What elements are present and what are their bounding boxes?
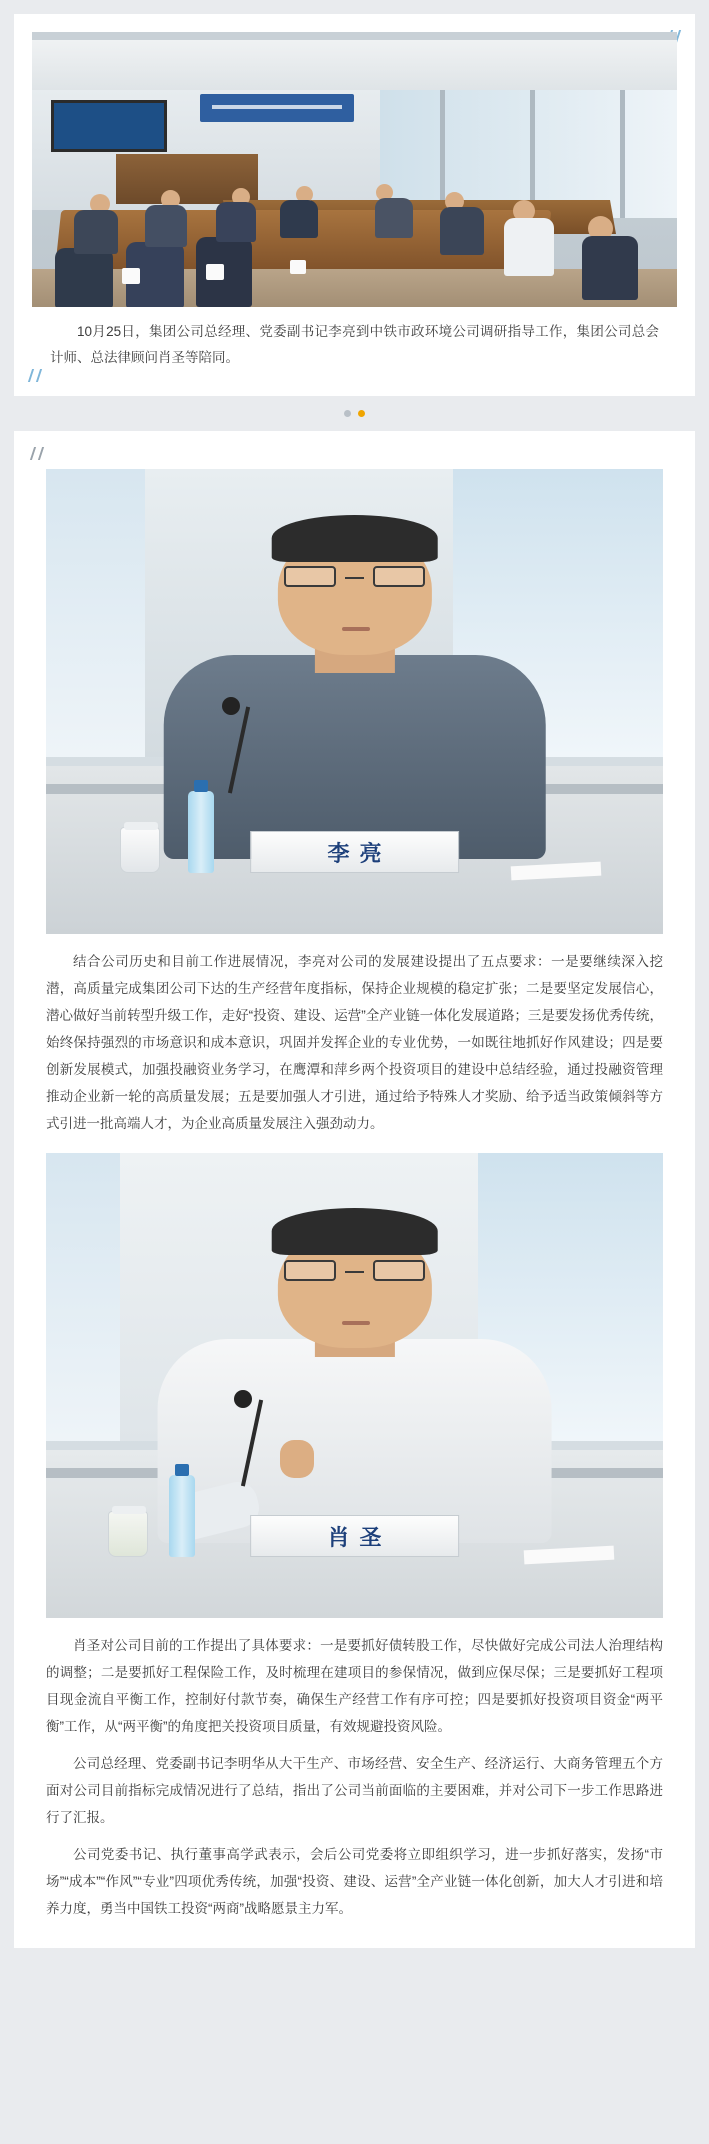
paragraph-4: 公司党委书记、执行董事高学武表示，会后公司党委将立即组织学习，进一步抓好落实，发扬“市场”“成本”“作风”“专业”四项优秀传统，加强“投资、建设、运营”全产业链一体化创新，加大人才引进和培养力度，勇当中国铁工投资“两商”战略愿景主力军。: [46, 1846, 663, 1916]
corner-decoration-top-left-2: [30, 447, 56, 461]
article-card-2: [14, 431, 695, 1948]
carousel-dot-2[interactable]: [358, 410, 365, 417]
nameplate-1: [250, 831, 460, 873]
speaker-portrait-photo: [46, 469, 663, 934]
carousel-dot-1[interactable]: [344, 410, 351, 417]
paragraph-3: 公司总经理、党委副书记李明华从大干生产、市场经营、安全生产、经济运行、大商务管理五个方面对公司目前指标完成情况进行了总结，指出了公司当前面临的主要困难，并对公司下一步工作思路进行了汇报。: [46, 1755, 663, 1825]
speaker-photo-1-wrap: [46, 469, 663, 934]
meeting-room-photo: [32, 32, 677, 307]
carousel-indicator[interactable]: [0, 396, 709, 427]
nameplate-2: [250, 1515, 460, 1557]
photo-card-1: [14, 14, 695, 396]
paragraph-2: 肖圣对公司目前的工作提出了具体要求：一是要抓好债转股工作，尽快做好完成公司法人治理结构的调整；二是要抓好工程保险工作，及时梳理在建项目的参保情况，做到应保尽保；三是要抓好工程项目现金流自平衡工作，控制好付款节奏，确保生产经营工作有序可控；四是要抓好投资项目资金“两平衡”工作，从“两平衡”的角度把关投资项目质量，有效规避投资风险。: [46, 1637, 663, 1734]
second-speaker-portrait-photo: [46, 1153, 663, 1618]
photo-caption: 10月25日，集团公司总经理、党委副书记李亮到中铁市政环境公司调研指导工作，集团公司总会计师、总法律顾问肖圣等陪同。: [50, 324, 659, 366]
corner-decoration-bottom-left: [28, 368, 54, 382]
article-page: [0, 14, 709, 1958]
nameplate-1-text: 李亮: [327, 841, 392, 867]
nameplate-2-text: 肖圣: [327, 1525, 392, 1551]
paragraph-1: 结合公司历史和目前工作进展情况，李亮对公司的发展建设提出了五点要求：一是要继续深入挖潜，高质量完成集团公司下达的生产经营年度指标，保持企业规模的稳定扩张；二是要坚定发展信心，潜心做好当前转型升级工作，走好“投资、建设、运营”全产业链一体化发展道路；三是要发扬优秀传统，始终保持强烈的市场意识和成本意识，巩固并发挥企业的专业优势，一如既往地抓好作风建设；四是要创新发展模式，加强投融资业务学习，在鹰潭和萍乡两个投资项目的建设中总结经验，通过投融资管理推动企业新一轮的高质量发展；五是要加强人才引进，通过给予特殊人才奖励、给予适当政策倾斜等方式引进一批高端人才，为企业高质量发展注入强劲动力。: [46, 953, 663, 1131]
speaker-photo-2-wrap: [46, 1153, 663, 1618]
